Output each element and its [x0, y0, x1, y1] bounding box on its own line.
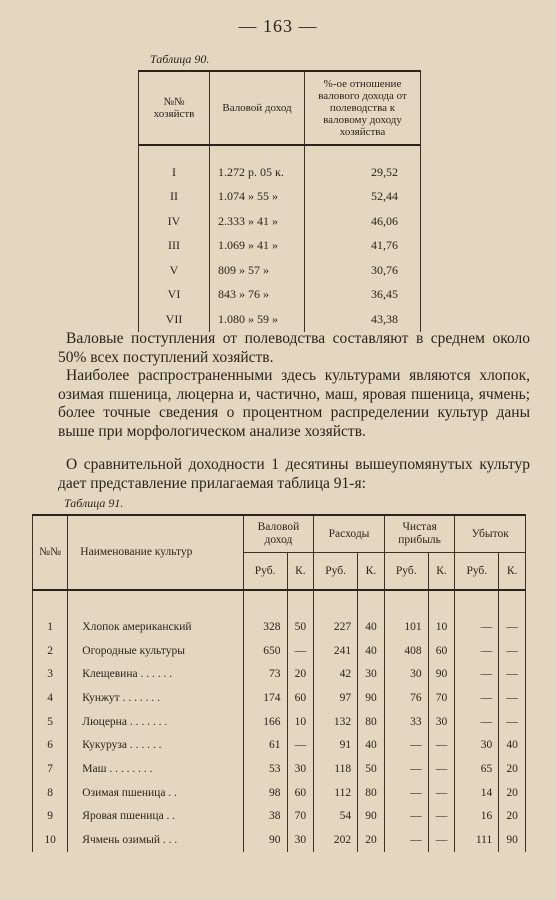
t91-cell-gross-kop: 70 — [287, 805, 314, 829]
t90-cell-no: VI — [139, 283, 210, 308]
t91-cell-profit-rub: 408 — [384, 639, 428, 663]
t91-cell-profit-rub: 30 — [384, 662, 428, 686]
t91-cell-loss-rub: 30 — [455, 733, 499, 757]
t91-cell-name: Кунжут . . . . . . . — [68, 686, 243, 710]
t91-sub-rub: Руб. — [243, 553, 287, 591]
t91-cell-loss-kop: 20 — [499, 757, 526, 781]
t90-cell-income: 2.333 » 41 » — [210, 209, 305, 234]
t91-cell-expenses-kop: 40 — [358, 733, 385, 757]
t91-cell-no: 7 — [33, 757, 68, 781]
t90-cell-pct: 29,52 — [305, 145, 421, 185]
t91-cell-no: 1 — [33, 590, 68, 639]
t91-cell-expenses-rub: 97 — [314, 686, 358, 710]
t91-cell-profit-kop: — — [428, 757, 455, 781]
t90-cell-pct: 30,76 — [305, 258, 421, 283]
t91-header-profit: Чистая прибыль — [384, 515, 455, 553]
t91-cell-expenses-rub: 54 — [314, 805, 358, 829]
t91-cell-loss-rub: — — [455, 710, 499, 734]
t91-cell-no: 8 — [33, 781, 68, 805]
t91-cell-gross-kop: 20 — [287, 662, 314, 686]
t91-cell-loss-rub: 16 — [455, 805, 499, 829]
t91-cell-loss-kop: — — [499, 590, 526, 639]
t91-cell-profit-kop: 60 — [428, 639, 455, 663]
t91-cell-name: Огородные культуры — [68, 639, 243, 663]
t91-cell-loss-rub: 14 — [455, 781, 499, 805]
t91-cell-loss-rub: — — [455, 686, 499, 710]
t91-cell-gross-rub: 73 — [243, 662, 287, 686]
t90-cell-no: VII — [139, 307, 210, 332]
t91-header-expenses: Расходы — [314, 515, 385, 553]
t91-cell-gross-rub: 53 — [243, 757, 287, 781]
table-90-caption: Таблица 90. — [150, 52, 210, 66]
t90-body — [139, 145, 421, 332]
t91-cell-loss-kop: 20 — [499, 805, 526, 829]
t91-cell-profit-rub: — — [384, 828, 428, 852]
t91-sub-kop: К. — [499, 553, 526, 591]
t91-cell-no: 3 — [33, 662, 68, 686]
t91-cell-loss-kop: — — [499, 662, 526, 686]
t91-cell-gross-kop: 30 — [287, 757, 314, 781]
table-row — [139, 145, 421, 185]
page-number: — 163 — — [238, 16, 318, 36]
t91-cell-expenses-rub: 227 — [314, 590, 358, 639]
t91-cell-gross-rub: 98 — [243, 781, 287, 805]
table-row — [33, 828, 526, 852]
t91-cell-gross-rub: 328 — [243, 590, 287, 639]
t91-cell-profit-rub: 76 — [384, 686, 428, 710]
t91-body — [33, 590, 526, 852]
t91-cell-profit-kop: — — [428, 828, 455, 852]
t91-cell-expenses-kop: 90 — [358, 686, 385, 710]
t90-header-pct: %-ое отношение валового дохода от полеводства к валовому доходу хозяйства — [305, 71, 421, 145]
t91-cell-expenses-rub: 91 — [314, 733, 358, 757]
t91-cell-profit-kop: 30 — [428, 710, 455, 734]
t90-cell-no: V — [139, 258, 210, 283]
t91-sub-rub: Руб. — [384, 553, 428, 591]
t90-cell-income: 1.069 » 41 » — [210, 234, 305, 259]
t91-cell-gross-kop: 60 — [287, 686, 314, 710]
t91-cell-loss-kop: — — [499, 686, 526, 710]
t91-cell-loss-kop: — — [499, 710, 526, 734]
t91-sub-rub: Руб. — [314, 553, 358, 591]
t90-cell-no: IV — [139, 209, 210, 234]
t91-cell-gross-rub: 61 — [243, 733, 287, 757]
t91-header-loss: Убыток — [455, 515, 526, 553]
t91-cell-gross-kop: 30 — [287, 828, 314, 852]
table-row — [139, 307, 421, 332]
t91-cell-loss-rub: — — [455, 590, 499, 639]
t91-cell-profit-rub: — — [384, 733, 428, 757]
t91-cell-expenses-kop: 20 — [358, 828, 385, 852]
table-row — [33, 686, 526, 710]
table-row — [33, 757, 526, 781]
table-row — [33, 733, 526, 757]
t91-cell-loss-kop: 20 — [499, 781, 526, 805]
t91-sub-rub: Руб. — [455, 553, 499, 591]
t91-cell-expenses-rub: 202 — [314, 828, 358, 852]
t91-cell-expenses-kop: 50 — [358, 757, 385, 781]
t91-cell-loss-rub: 65 — [455, 757, 499, 781]
t90-cell-pct: 43,38 — [305, 307, 421, 332]
t91-cell-no: 6 — [33, 733, 68, 757]
t91-cell-loss-rub: — — [455, 662, 499, 686]
t90-cell-pct: 52,44 — [305, 185, 421, 210]
t91-cell-profit-kop: — — [428, 781, 455, 805]
t91-cell-gross-kop: 10 — [287, 710, 314, 734]
table-row — [33, 662, 526, 686]
t91-cell-no: 4 — [33, 686, 68, 710]
t91-cell-profit-kop: — — [428, 805, 455, 829]
t91-cell-profit-kop: 70 — [428, 686, 455, 710]
t90-cell-income: 809 » 57 » — [210, 258, 305, 283]
paragraph-3: О сравнительной доходности 1 десятины вышеупомянутых культур дает представление прилагаемая таблица 91-я: — [58, 456, 530, 492]
t91-cell-gross-kop: 50 — [287, 590, 314, 639]
t91-cell-name: Кукуруза . . . . . . — [68, 733, 243, 757]
t91-cell-loss-kop: 90 — [499, 828, 526, 852]
t91-cell-no: 10 — [33, 828, 68, 852]
t91-cell-expenses-kop: 80 — [358, 781, 385, 805]
t90-cell-no: I — [139, 145, 210, 185]
t91-cell-profit-rub: — — [384, 805, 428, 829]
t91-header-gross: Валовой доход — [243, 515, 314, 553]
t90-cell-income: 1.080 » 59 » — [210, 307, 305, 332]
table-row — [139, 209, 421, 234]
paragraph-1: Валовые поступления от полеводства составляют в среднем около 50% всех поступлений хозяйств. — [58, 330, 530, 366]
t91-cell-no: 2 — [33, 639, 68, 663]
t91-cell-profit-rub: 101 — [384, 590, 428, 639]
table-row — [139, 234, 421, 259]
t91-cell-profit-kop: — — [428, 733, 455, 757]
t91-cell-expenses-kop: 30 — [358, 662, 385, 686]
t91-sub-kop: К. — [287, 553, 314, 591]
t91-cell-gross-rub: 166 — [243, 710, 287, 734]
t91-cell-expenses-kop: 90 — [358, 805, 385, 829]
table-row — [139, 258, 421, 283]
table-row — [33, 639, 526, 663]
t90-cell-income: 1.074 » 55 » — [210, 185, 305, 210]
t91-cell-profit-kop: 10 — [428, 590, 455, 639]
table-row — [139, 185, 421, 210]
t91-cell-expenses-kop: 40 — [358, 639, 385, 663]
t91-cell-gross-kop: — — [287, 733, 314, 757]
t91-cell-expenses-kop: 80 — [358, 710, 385, 734]
t91-cell-name: Хлопок американский — [68, 590, 243, 639]
t91-cell-name: Маш . . . . . . . . — [68, 757, 243, 781]
t91-cell-loss-rub: 111 — [455, 828, 499, 852]
t91-cell-gross-kop: — — [287, 639, 314, 663]
t91-cell-no: 9 — [33, 805, 68, 829]
t90-cell-no: III — [139, 234, 210, 259]
t91-cell-expenses-rub: 112 — [314, 781, 358, 805]
t91-cell-gross-kop: 60 — [287, 781, 314, 805]
t91-sub-kop: К. — [428, 553, 455, 591]
table-91 — [32, 514, 526, 852]
t91-cell-name: Яровая пшеница . . — [68, 805, 243, 829]
t91-cell-expenses-rub: 42 — [314, 662, 358, 686]
t90-cell-income: 1.272 р. 05 к. — [210, 145, 305, 185]
table-row — [33, 781, 526, 805]
t91-cell-expenses-kop: 40 — [358, 590, 385, 639]
t91-cell-expenses-rub: 118 — [314, 757, 358, 781]
t90-cell-no: II — [139, 185, 210, 210]
t91-cell-gross-rub: 38 — [243, 805, 287, 829]
table-row — [33, 805, 526, 829]
t91-cell-expenses-rub: 241 — [314, 639, 358, 663]
t91-cell-loss-kop: 40 — [499, 733, 526, 757]
t91-cell-profit-kop: 90 — [428, 662, 455, 686]
t91-cell-profit-rub: — — [384, 781, 428, 805]
t91-header-no: №№ — [33, 515, 68, 590]
paragraph-2: Наиболее распространенными здесь культурами являются хлопок, озимая пшеница, люцерна и, частично, маш, яровая пшеница, ячмень; более точные сведения о процентном распределении культур даны выше при морфологическом анализе хозяйств. — [58, 367, 530, 440]
t91-sub-kop: К. — [358, 553, 385, 591]
table-row — [139, 283, 421, 308]
t91-cell-loss-kop: — — [499, 639, 526, 663]
t90-cell-pct: 41,76 — [305, 234, 421, 259]
t91-cell-gross-rub: 650 — [243, 639, 287, 663]
table-row — [33, 710, 526, 734]
t91-cell-name: Ячмень озимый . . . — [68, 828, 243, 852]
t91-cell-name: Люцерна . . . . . . . — [68, 710, 243, 734]
t91-cell-gross-rub: 90 — [243, 828, 287, 852]
t90-cell-income: 843 » 76 » — [210, 283, 305, 308]
table-91-caption: Таблица 91. — [64, 496, 124, 510]
t91-cell-name: Озимая пшеница . . — [68, 781, 243, 805]
t91-cell-loss-rub: — — [455, 639, 499, 663]
t90-header-no: №№ хозяйств — [139, 71, 210, 145]
t90-cell-pct: 36,45 — [305, 283, 421, 308]
t91-cell-profit-rub: 33 — [384, 710, 428, 734]
t91-cell-gross-rub: 174 — [243, 686, 287, 710]
t91-cell-expenses-rub: 132 — [314, 710, 358, 734]
table-row — [33, 590, 526, 639]
t91-cell-profit-rub: — — [384, 757, 428, 781]
t91-cell-name: Клещевина . . . . . . — [68, 662, 243, 686]
t91-header-name: Наименование культур — [68, 515, 243, 590]
table-90 — [138, 70, 421, 332]
t90-cell-pct: 46,06 — [305, 209, 421, 234]
t91-cell-no: 5 — [33, 710, 68, 734]
t90-header-income: Валовой доход — [210, 71, 305, 145]
